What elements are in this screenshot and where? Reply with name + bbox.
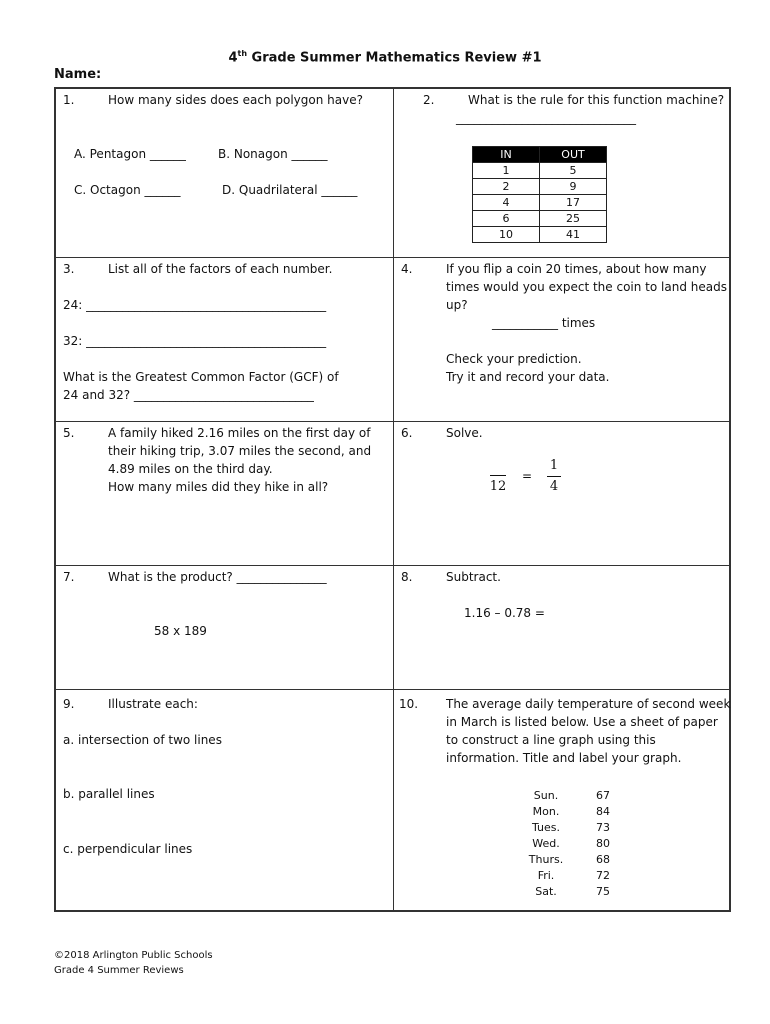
q3-gcf-line1: What is the Greatest Common Factor (GCF) of: [63, 370, 339, 384]
fraction-left-denominator: 12: [489, 479, 507, 494]
q8-expression: 1.16 – 0.78 =: [464, 606, 545, 620]
name-label: Name:: [54, 67, 102, 82]
q1-option-c: C. Octagon ______: [74, 183, 181, 197]
equals-sign: =: [522, 469, 533, 483]
question-number: 10.: [399, 697, 419, 711]
table-row: [473, 227, 607, 243]
list-item: Thurs.: [528, 853, 564, 866]
list-item: Sat.: [535, 885, 557, 898]
q1-option-a: A. Pentagon ______: [74, 147, 186, 161]
list-item: 67: [596, 789, 610, 802]
list-item: Tues.: [531, 821, 560, 834]
q5-line2: their hiking trip, 3.07 miles the second, and: [108, 444, 372, 458]
list-item: Wed.: [532, 837, 560, 850]
q1-option-b: B. Nonagon ______: [218, 147, 328, 161]
fraction-right-numerator: 1: [549, 458, 559, 473]
question-number: 6.: [401, 426, 413, 440]
footer-copyright: ©2018 Arlington Public Schools: [54, 950, 213, 961]
q3-gcf-line2: 24 and 32? ______________________________: [63, 388, 314, 402]
q4-check-line1: Check your prediction.: [446, 352, 582, 366]
question-number: 4.: [401, 262, 413, 276]
q3-factors-32: 32: ________________________________________: [63, 334, 327, 348]
table-header-in: IN: [473, 147, 540, 163]
q4-line3: up?: [446, 298, 468, 312]
q6-prompt: Solve.: [446, 426, 483, 440]
fraction-right-denominator: 4: [549, 479, 559, 494]
q10-line1: The average daily temperature of second week: [446, 697, 731, 711]
temperature-list: [596, 788, 610, 900]
list-item: Sun.: [533, 789, 559, 802]
q8-prompt: Subtract.: [446, 570, 501, 584]
function-table: [472, 146, 607, 243]
title-text: Grade Summer Mathematics Review #1: [247, 50, 542, 66]
list-item: 73: [596, 821, 610, 834]
list-item: Mon.: [532, 805, 560, 818]
list-item: 80: [596, 837, 610, 850]
q10-line4: information. Title and label your graph.: [446, 751, 682, 765]
q4-check-line2: Try it and record your data.: [446, 370, 610, 384]
table-cell: 17: [540, 195, 607, 211]
day-list: [506, 788, 586, 900]
table-cell: 5: [540, 163, 607, 179]
table-cell: 9: [540, 179, 607, 195]
list-item: Fri.: [537, 869, 555, 882]
row-divider: [56, 421, 729, 422]
question-number: 3.: [63, 262, 75, 276]
table-cell: 25: [540, 211, 607, 227]
q3-prompt: List all of the factors of each number.: [108, 262, 333, 276]
table-cell: 4: [473, 195, 540, 211]
table-header-out: OUT: [540, 147, 607, 163]
table-cell: 2: [473, 179, 540, 195]
list-item: 84: [596, 805, 610, 818]
row-divider: [56, 257, 729, 258]
question-number: 8.: [401, 570, 413, 584]
q4-line2: times would you expect the coin to land heads: [446, 280, 727, 294]
question-number: 7.: [63, 570, 75, 584]
fraction-bar-right: [547, 476, 561, 477]
question-number: 5.: [63, 426, 75, 440]
q4-line1: If you flip a coin 20 times, about how many: [446, 262, 707, 276]
q4-times-blank: ___________ times: [492, 316, 596, 330]
q10-line2: in March is listed below. Use a sheet of paper: [446, 715, 718, 729]
q5-line3: 4.89 miles on the third day.: [108, 462, 273, 476]
fraction-bar-left: [490, 475, 506, 476]
column-divider: [393, 89, 394, 910]
q9-item-a: a. intersection of two lines: [63, 733, 222, 747]
q7-prompt: What is the product? _______________: [108, 570, 327, 584]
q3-factors-24: 24: ________________________________________: [63, 298, 327, 312]
table-cell: 6: [473, 211, 540, 227]
q2-answer-blank: ______________________________: [456, 111, 636, 125]
row-divider: [56, 689, 729, 690]
q5-line1: A family hiked 2.16 miles on the first day of: [108, 426, 371, 440]
q10-line3: to construct a line graph using this: [446, 733, 656, 747]
table-row: [473, 195, 607, 211]
q9-prompt: Illustrate each:: [108, 697, 198, 711]
table-row: [473, 211, 607, 227]
title-superscript: th: [237, 49, 248, 58]
list-item: 72: [596, 869, 610, 882]
q2-prompt: What is the rule for this function machine?: [468, 93, 725, 107]
q9-item-c: c. perpendicular lines: [63, 842, 193, 856]
question-number: 1.: [63, 93, 75, 107]
q5-line4: How many miles did they hike in all?: [108, 480, 329, 494]
table-row: [473, 163, 607, 179]
q1-prompt: How many sides does each polygon have?: [108, 93, 363, 107]
table-row: [473, 179, 607, 195]
page-title: [0, 49, 770, 65]
question-grid: [54, 87, 731, 912]
table-cell: 10: [473, 227, 540, 243]
q7-expression: 58 x 189: [154, 624, 207, 638]
question-number: 2.: [423, 93, 435, 107]
question-number: 9.: [63, 697, 75, 711]
footer-subtitle: Grade 4 Summer Reviews: [54, 965, 184, 976]
list-item: 75: [596, 885, 610, 898]
row-divider: [56, 565, 729, 566]
table-cell: 41: [540, 227, 607, 243]
q1-option-d: D. Quadrilateral ______: [222, 183, 358, 197]
title-grade-number: 4: [228, 50, 238, 66]
list-item: 68: [596, 853, 610, 866]
table-cell: 1: [473, 163, 540, 179]
q9-item-b: b. parallel lines: [63, 787, 155, 801]
